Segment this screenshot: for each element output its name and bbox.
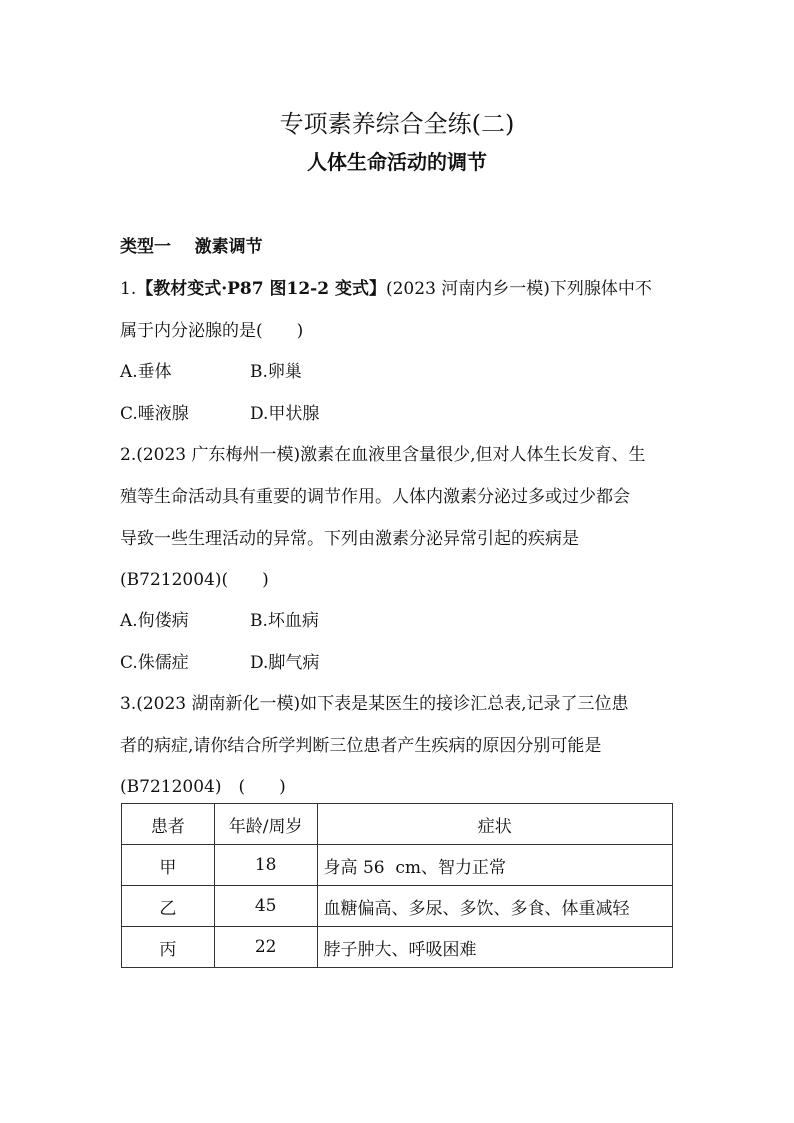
question-2-line-3: 导致一些生理活动的异常。下列由激素分泌异常引起的疾病是 <box>120 529 579 549</box>
table-header-row <box>122 804 673 845</box>
question-3-line-1: 3.(2023 湖南新化一模)如下表是某医生的接诊汇总表,记录了三位患 <box>120 694 629 714</box>
question-1-option-a: A.垂体 <box>120 362 172 382</box>
question-1-option-c: C.唾液腺 <box>120 404 189 424</box>
question-2-option-d: D.脚气病 <box>250 653 320 673</box>
section-heading: 类型一 激素调节 <box>120 237 263 257</box>
table-header-cell: 年龄/周岁 <box>214 804 317 845</box>
table-cell: 血糖偏高、多尿、多饮、多食、体重减轻 <box>317 886 672 927</box>
table-header-cell: 症状 <box>317 804 672 845</box>
table-row <box>122 927 673 968</box>
question-2-option-c: C.侏儒症 <box>120 653 189 673</box>
question-3-line-2: 者的病症,请你结合所学判断三位患者产生疾病的原因分别可能是 <box>120 736 602 756</box>
table-cell: 22 <box>214 927 317 968</box>
table-cell: 丙 <box>122 927 215 968</box>
page-title: 专项素养综合全练(二) <box>279 110 515 138</box>
patient-table <box>121 803 673 968</box>
table-cell: 乙 <box>122 886 215 927</box>
question-2-line-2: 殖等生命活动具有重要的调节作用。人体内激素分泌过多或过少都会 <box>120 487 630 507</box>
question-2-option-b: B.坏血病 <box>250 611 319 631</box>
question-1-line-2: 属于内分泌腺的是( ) <box>120 321 304 341</box>
question-2-line-1: 2.(2023 广东梅州一模)激素在血液里含量很少,但对人体生长发育、生 <box>120 445 646 465</box>
page-subtitle: 人体生命活动的调节 <box>307 150 487 174</box>
question-1-text: (2023 河南内乡一模)下列腺体中不 <box>385 279 652 299</box>
question-3-line-3: (B7212004) ( ) <box>120 777 286 797</box>
question-1-option-d: D.甲状腺 <box>250 404 320 424</box>
table-cell: 18 <box>214 845 317 886</box>
table-cell: 身高 56 cm、智力正常 <box>317 845 672 886</box>
question-2-line-4: (B7212004)( ) <box>120 570 269 590</box>
table-cell: 甲 <box>122 845 215 886</box>
table-cell: 脖子肿大、呼吸困难 <box>317 927 672 968</box>
question-1-option-b: B.卵巢 <box>250 362 302 382</box>
table-header-cell: 患者 <box>122 804 215 845</box>
question-1-tag: 【教材变式·P87 图12-2 变式】 <box>136 279 386 299</box>
question-1-number: 1. <box>120 279 137 299</box>
table-row <box>122 845 673 886</box>
question-1-line-1 <box>120 274 652 299</box>
table-row <box>122 886 673 927</box>
table-cell: 45 <box>214 886 317 927</box>
question-2-option-a: A.佝偻病 <box>120 611 189 631</box>
